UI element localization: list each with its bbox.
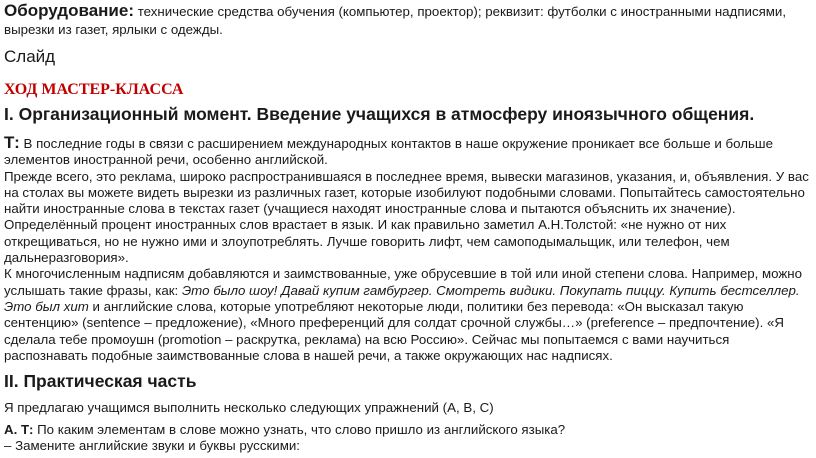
section1-paragraph-4 [4,266,812,364]
p4-end-text: и английские слова, которые употребляют некоторые люди, политики без перевода: «Он высказал такую сентенцию» (sentence – предложение), «Много преференций для солдат срочной службы…» (preference – предпочтение). «Я сделала тебе промоушн (promotion – раскрутка, реклама) на всю Россию». Сейчас мы попытаемся с вами научиться распознавать подобные заимствованные слова в нашей речи, а также окружающих нас надписях. [4,298,784,363]
section1-p1-text: В последние годы в связи с расширением международных контактов в наше окружение проникает все больше и больше элементов иностранной речи, особенно английской. [4,136,773,168]
p4-start-text: К многочисленным надписям добавляются и заимствованные, уже обрусевшие в той или иной степени слова. Например, можно услышать такие фразы, как: [4,266,803,298]
section1-paragraph-1 [4,135,812,169]
master-class-title: ХОД МАСТЕР-КЛАССА [4,81,184,98]
p4-italic-examples: Это было шоу! Давай купим гамбургер. Смотреть видики. Покупать пиццу. Купить бестселлер. Это был хит [4,282,800,314]
exercise-a-text: По каким элементам в слове можно узнать, что слово пришло из английского языка? [33,422,566,438]
section2-intro: Я предлагаю учащимся выполнить несколько следующих упражнений (А, В, С) [4,400,494,416]
section1-paragraph-2: Прежде всего, это реклама, широко распространившаяся в последнее время, вывески магазинов, указания, и, объявления. У вас на столах вы можете видеть вырезки из различных газет, которые изобилуют подобными словами. Попытайтесь самостоятельно найти иностранные слова в текстах газет (учащиеся находят иностранные слова и пытаются объяснить их значение). [4,168,809,217]
section1-paragraph-3: Определённый процент иностранных слов врастает в язык. И как правильно заметил А.Н.Толстой: «не нужно от них открещиваться, но не нужно ими и злоупотреблять. Лучше говорить лифт, чем самоподымальщик, или телефон, чем дальнеразговория». [4,217,730,266]
document-page [0,2,812,458]
section1-title: I. Организационный момент. Введение учащихся в атмосферу иноязычного общения. [4,104,755,124]
equipment-text: технические средства обучения (компьютер, проектор); реквизит: футболки с иностранными надписями, вырезки из газет, ярлыки с одежды. [4,4,787,37]
equipment-label: Оборудование: [4,1,134,20]
section2-title: II. Практическая часть [4,371,197,392]
equipment-paragraph [4,2,812,39]
exercise-a-task: – Замените английские звуки и буквы русскими: [4,438,300,454]
exercise-a-question [4,422,812,438]
teacher-label: Т: [4,133,20,152]
slide-label: Слайд [4,47,56,66]
exercise-a-label: А. Т: [4,422,34,438]
